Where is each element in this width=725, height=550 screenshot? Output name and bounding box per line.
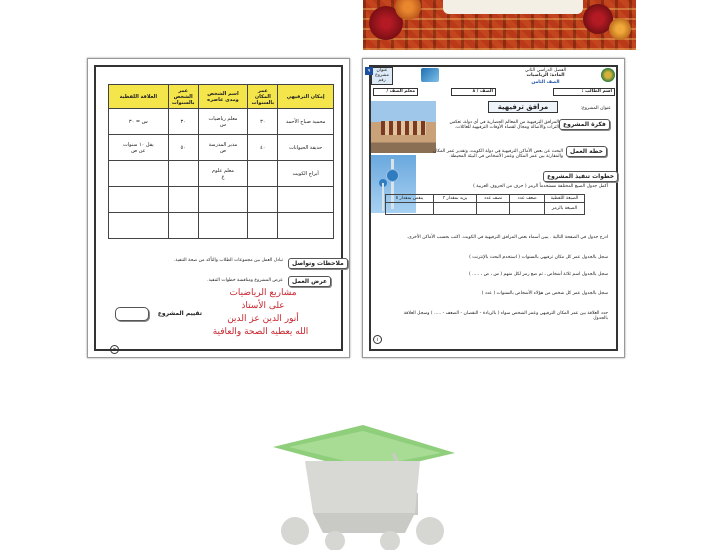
table-cell[interactable] — [198, 187, 248, 213]
table-cell: مدير المدرسة ص — [198, 135, 248, 161]
table-cell: يقل ١٠ سنوات عن ص — [109, 135, 169, 161]
formula-cell[interactable] — [510, 203, 545, 215]
formula-cell: الصيغة بالرمز — [545, 203, 585, 215]
table-header: اسم الشخص ومدى عاصره — [198, 85, 248, 109]
table-cell: معلم علوم ع — [198, 161, 248, 187]
formula-table — [385, 194, 585, 215]
table-row — [109, 213, 334, 239]
table-cell[interactable] — [278, 187, 334, 213]
table-header: عمر الشخص بالسنوات — [168, 85, 198, 109]
graduation-cap-logo-icon — [265, 423, 460, 550]
worksheet-page-1 — [362, 58, 625, 358]
table-cell[interactable] — [168, 187, 198, 213]
badge-text: عنوان — [376, 68, 388, 73]
table-cell[interactable] — [198, 213, 248, 239]
teacher-field[interactable]: معلم الصف / — [373, 88, 418, 96]
ministry-logo-icon — [421, 68, 439, 82]
table-cell: ٣٠ — [168, 109, 198, 135]
formula-header: يزيد بمقدار ٣ — [433, 195, 476, 203]
table-cell[interactable] — [248, 187, 278, 213]
step-2: ادرج جدول في الصفحة التالية . يبين أسماء بعض المرافق الترفيهية في الكويت. اكتب بحسب الأماكن الأخرى. — [406, 235, 608, 240]
table-cell: محمية صباح الأحمد — [278, 109, 334, 135]
table-header: إمكان الترفيهي — [278, 85, 334, 109]
signature-line: أنور الدين عز الدين — [227, 314, 299, 324]
formula-header: الصيغة اللفظية — [545, 195, 585, 203]
kuwait-emblem-icon — [601, 68, 615, 82]
presentation-tag: عرض العمل — [288, 276, 331, 287]
worksheet-page-2 — [87, 58, 350, 358]
title-label: عنوان المشروع: — [580, 106, 611, 111]
step-4: سجل بالجدول اسم ثلاثة أشخاص ، ثم ضع رمز لكل منهم ( س ، ص ، ..... ) — [468, 272, 608, 277]
presentation-text: عرض المشروع ومناقشة خطوات التنفيذ. — [207, 278, 283, 283]
plan-text: البحث عن بعض الأماكن الترفيهية في دولة الكويت، وتقدير عمر المكان والمقارنة بين عمر المكان وعمر الأشخاص في البيئة المحيطة. — [432, 149, 563, 159]
step-5: سجل بالجدول عمر كل شخص من هؤلاء الأشخاص بالسنوات ( عدد ) — [481, 291, 608, 296]
idea-tag: فكرة المشروع — [559, 119, 610, 130]
signature-line: على الأستاذ — [241, 301, 285, 311]
table-cell: س = ٣٠ — [109, 109, 169, 135]
evaluation-label: تقييم المشروع — [157, 310, 202, 317]
table-cell[interactable] — [109, 213, 169, 239]
notes-text: تبادل العمل بين مجموعات الطلاب والتأكد من صحة التنفيذ. — [173, 258, 283, 263]
table-cell: معلم رياضيات س — [198, 109, 248, 135]
signature-line: مشاريع الرياضيات — [229, 288, 297, 298]
step-3: سجل بالجدول عمر كل مكان ترفيهي بالسنوات ( استخدم البحث بالإنترنت ) — [469, 255, 608, 260]
formula-header: ضعف عدد — [510, 195, 545, 203]
formula-cell[interactable] — [477, 203, 510, 215]
table-cell: ٤٠ — [248, 135, 278, 161]
project-badge — [371, 67, 393, 85]
banner-card — [443, 0, 583, 14]
table-cell[interactable] — [168, 213, 198, 239]
plan-tag: خطة العمل — [566, 146, 607, 157]
table-row — [109, 135, 334, 161]
project-title: مرافق ترفيهية — [488, 101, 558, 113]
page-number: ٢ — [110, 345, 119, 354]
table-cell[interactable] — [168, 161, 198, 187]
flower-decoration — [609, 18, 631, 40]
table-header: عمر المكان بالسنوات — [248, 85, 278, 109]
table-cell: أبراج الكويت — [278, 161, 334, 187]
mall-photo — [371, 101, 436, 153]
notes-tag: ملاحظات وتواصل — [288, 258, 348, 269]
table-cell[interactable] — [248, 213, 278, 239]
formula-header: ينقص بمقدار ٥ — [386, 195, 434, 203]
table-cell: حديقة الحيوانات — [278, 135, 334, 161]
table-cell[interactable] — [109, 161, 169, 187]
evaluation-box — [115, 307, 149, 321]
top-banner — [363, 0, 636, 50]
table-cell: ٣٠ — [248, 109, 278, 135]
subject-label: المادة: الرياضيات — [526, 73, 565, 78]
table-cell[interactable] — [278, 213, 334, 239]
formula-header: نصف عدد — [477, 195, 510, 203]
data-table — [108, 84, 334, 239]
signature-line: الله يعطيه الصحة والعافية — [212, 327, 309, 337]
table-row — [109, 187, 334, 213]
table-cell[interactable] — [248, 161, 278, 187]
class-field[interactable]: الصف / ٨ — [451, 88, 496, 96]
table-cell[interactable] — [109, 187, 169, 213]
table-cell: ٥٠ — [168, 135, 198, 161]
badge-text: مشروع رقم — [375, 73, 389, 83]
formula-cell[interactable] — [386, 203, 434, 215]
table-row — [109, 109, 334, 135]
step-6: حدد العلاقة بين عمر المكان الترفيهي وعمر الشخص سواء ( بالزيادة - النقصان - الضعف - ..... ) وسجل العلاقة بالجدول — [403, 311, 608, 321]
table-row — [109, 161, 334, 187]
student-name-field[interactable]: اسم الطالب : — [553, 88, 615, 96]
page-number: ١ — [373, 335, 382, 344]
table-header: العلاقة اللفظية — [109, 85, 169, 109]
steps-tag: خطوات تنفيذ المشروع — [543, 171, 618, 182]
idea-text: المرافق الترفيهية من المعالم الحضارية في أي دولة، تعكس التراث والأصالة ومجال لقضاء الأوقات الترفيهية للعائلات. — [449, 120, 559, 130]
semester-label: الفصل الدراسي الثاني — [524, 68, 567, 73]
project-number: ٩ — [365, 67, 373, 75]
step-1: أكمل جدول الصيغ المختلفة مستخدماً الرمز ( حرف من الحروف العربية ) — [473, 184, 608, 189]
formula-cell[interactable] — [433, 203, 476, 215]
grade-label: الصف الثامن — [531, 80, 560, 85]
